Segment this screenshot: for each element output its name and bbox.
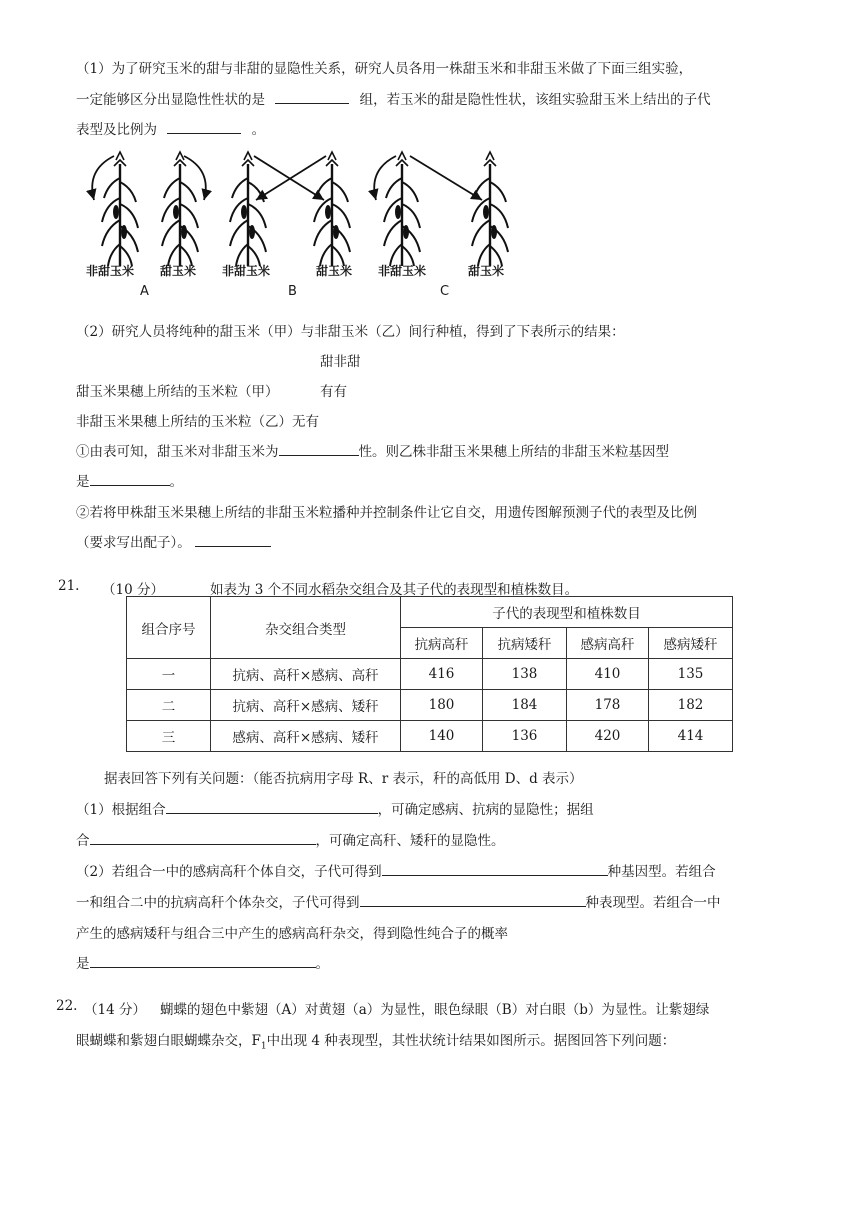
cell-value: 410 [567, 659, 649, 690]
corn-plant [230, 152, 266, 266]
cell-value: 140 [401, 721, 483, 752]
q21-number: 21. [58, 578, 80, 594]
self-pollination-arrow [184, 156, 206, 200]
q20-part3-line1-a: ①由表可知，甜玉米对非甜玉米为 [76, 444, 279, 460]
q21-intro: 如表为 3 个不同水稻杂交组合及其子代的表现型和植株数目。 [210, 582, 579, 598]
row-cross: 抗病、高秆×感病、矮秆 [211, 690, 401, 721]
q21-part2-line2-a: 一和组合二中的抗病高秆个体杂交，子代可得到 [76, 895, 360, 911]
q21-part1-line2-b: ，可确定高秆、矮秆的显隐性。 [315, 833, 505, 849]
mini-table-row2: 非甜玉米果穗上所结的玉米粒（乙）无有 [76, 414, 319, 430]
answer-blank[interactable] [279, 442, 359, 456]
q21-part2-line3: 产生的感病矮秆与组合三中产生的感病高秆杂交，得到隐性纯合子的概率 [76, 926, 508, 942]
table-row [127, 721, 733, 752]
cell-value: 416 [401, 659, 483, 690]
row-id: 一 [127, 659, 211, 690]
q21-part2-line2-b: 种表现型。若组合一中 [585, 895, 721, 911]
q22-line2 [76, 1029, 675, 1052]
plant-label-c-right: 甜玉米 [468, 264, 505, 278]
cell-value: 178 [567, 690, 649, 721]
q20-part1-line2-a: 一定能够区分出显隐性性状的是 [76, 92, 265, 108]
answer-blank[interactable] [90, 831, 316, 845]
table-row [127, 659, 733, 690]
subheader: 抗病高秆 [401, 628, 483, 659]
q21-part1-line1 [76, 798, 594, 818]
corn-plant [314, 152, 350, 266]
q20-part2-line1: （2）研究人员将纯种的甜玉米（甲）与非甜玉米（乙）间行种植，得到了下表所示的结果： [76, 324, 625, 340]
q20-part3-line2-a: 是 [76, 474, 90, 490]
plant-label-c-left: 非甜玉米 [378, 264, 427, 278]
corn-plant [102, 152, 138, 266]
plant-label-a-left: 非甜玉米 [86, 264, 135, 278]
q20-part4-line1: ②若将甲株甜玉米果穗上所结的非甜玉米粒播种并控制条件让它自交，用遗传图解预测子代的表型及比例 [76, 505, 697, 521]
answer-blank[interactable] [360, 893, 586, 907]
cell-value: 184 [483, 690, 567, 721]
plant-label-b-left: 非甜玉米 [222, 264, 271, 278]
q21-note: 据表回答下列有关问题：（能否抗病用字母 R、r 表示，秆的高低用 D、d 表示） [104, 771, 583, 787]
q20-part4-line2-text: （要求写出配子）。 [76, 535, 191, 551]
q21-part2-line4-a: 是 [76, 956, 90, 972]
row-cross: 感病、高秆×感病、矮秆 [211, 721, 401, 752]
q20-part3-line1 [76, 440, 669, 460]
cell-value: 180 [401, 690, 483, 721]
q21-score: （10 分） [102, 582, 164, 598]
answer-blank[interactable] [275, 90, 349, 104]
row-id: 二 [127, 690, 211, 721]
mini-table-row1-value: 有有 [320, 384, 347, 400]
cell-value: 420 [567, 721, 649, 752]
cell-value: 182 [649, 690, 733, 721]
cell-value: 138 [483, 659, 567, 690]
q20-part4-line2 [76, 531, 271, 551]
q21-part1-line1-a: （1）根据组合 [76, 802, 166, 818]
q20-part3-line2 [76, 470, 183, 490]
q21-part2-line2 [76, 891, 721, 911]
answer-blank[interactable] [90, 472, 170, 486]
subheader: 抗病矮秆 [483, 628, 567, 659]
q21-part2-line4-b: 。 [315, 956, 329, 972]
corn-experiment-figure [80, 148, 530, 300]
answer-blank[interactable] [195, 533, 271, 547]
corn-plant [472, 152, 508, 266]
q21-part1-line1-b: ，可确定感病、抗病的显隐性；据组 [377, 802, 594, 818]
q20-part1-line2 [76, 88, 711, 108]
table-row [127, 690, 733, 721]
q22-line2-b: 中出现 4 种表现型，其性状统计结果如图所示。据图回答下列问题： [266, 1033, 676, 1049]
self-pollination-arrow [374, 156, 396, 200]
header-offspring: 子代的表现型和植株数目 [401, 597, 733, 628]
cell-value: 136 [483, 721, 567, 752]
cross-pollination-arrow [254, 156, 324, 200]
q21-part1-line2-a: 合 [76, 833, 90, 849]
group-label-a: A [140, 284, 149, 299]
q22-line1: 蝴蝶的翅色中紫翅（A）对黄翅（a）为显性，眼色绿眼（B）对白眼（b）为显性。让紫翅绿 [160, 1002, 710, 1018]
q20-part1-line3-a: 表型及比例为 [76, 122, 157, 138]
group-label-c: C [440, 284, 450, 299]
q20-part1-line3-b: 。 [251, 122, 266, 138]
corn-plant [162, 152, 198, 266]
answer-blank[interactable] [167, 120, 241, 134]
subheader: 感病矮秆 [649, 628, 733, 659]
self-pollination-arrow [92, 156, 114, 200]
cell-value: 135 [649, 659, 733, 690]
q21-part2-line1 [76, 860, 716, 880]
cross-pollination-arrow [410, 156, 482, 200]
q22-score: （14 分） [84, 1002, 146, 1018]
group-label-b: B [288, 284, 297, 299]
q22-line2-a: 眼蝴蝶和紫翅白眼蝴蝶杂交，F [76, 1033, 261, 1049]
q20-part3-line1-b: 性。则乙株非甜玉米果穗上所结的非甜玉米粒基因型 [358, 444, 669, 460]
rice-cross-table [126, 596, 733, 752]
answer-blank[interactable] [166, 800, 378, 814]
answer-blank[interactable] [90, 954, 316, 968]
q20-part1-line1: （1）为了研究玉米的甜与非甜的显隐性关系，研究人员各用一株甜玉米和非甜玉米做了下面三组实验， [76, 61, 693, 77]
cross-pollination-arrow [256, 156, 326, 200]
q22-number: 22. [56, 998, 78, 1014]
answer-blank[interactable] [382, 862, 608, 876]
q20-part1-line3 [76, 118, 265, 138]
header-cross-type: 杂交组合类型 [211, 597, 401, 659]
row-id: 三 [127, 721, 211, 752]
row-cross: 抗病、高秆×感病、高秆 [211, 659, 401, 690]
q21-part2-line1-b: 种基因型。若组合 [607, 864, 716, 880]
plant-label-a-right: 甜玉米 [160, 264, 197, 278]
mini-table-header: 甜非甜 [320, 354, 361, 370]
subheader: 感病高秆 [567, 628, 649, 659]
q20-part1-line2-b: 组，若玉米的甜是隐性性状，该组实验甜玉米上结出的子代 [359, 92, 711, 108]
header-group-number: 组合序号 [127, 597, 211, 659]
q21-part1-line2 [76, 829, 505, 849]
plant-label-b-right: 甜玉米 [316, 264, 353, 278]
mini-table-row1-label: 甜玉米果穗上所结的玉米粒（甲） [76, 384, 279, 400]
q21-part2-line1-a: （2）若组合一中的感病高秆个体自交，子代可得到 [76, 864, 382, 880]
cell-value: 414 [649, 721, 733, 752]
q21-part2-line4 [76, 952, 329, 972]
q20-part3-line2-b: 。 [169, 474, 183, 490]
subscript-1: 1 [260, 1041, 267, 1052]
corn-plant [384, 152, 420, 266]
